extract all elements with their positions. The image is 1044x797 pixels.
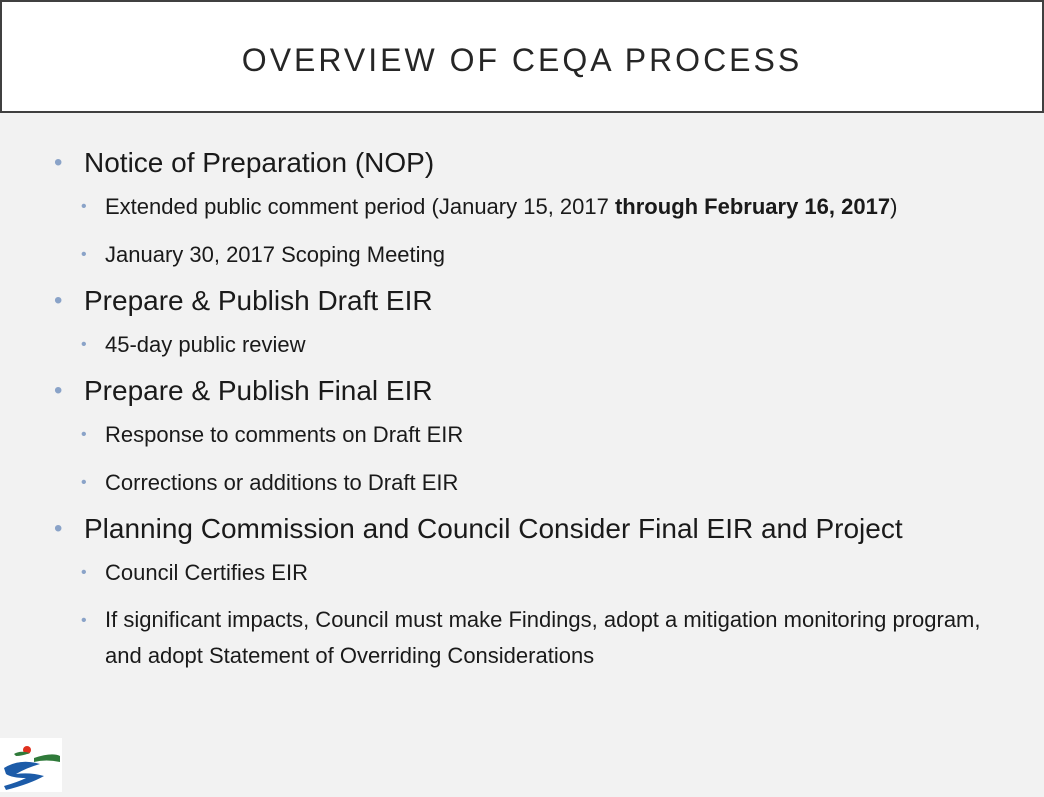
list-item-nop xyxy=(54,146,1014,180)
list-item-label: Planning Commission and Council Consider Final EIR and Project xyxy=(84,513,903,544)
bullet-icon: • xyxy=(81,612,87,629)
sub-item-bold-label: through February 16, 2017 xyxy=(614,194,891,219)
list-item-label: Prepare & Publish Draft EIR xyxy=(84,285,433,316)
city-logo-icon xyxy=(0,738,62,792)
sub-item-label-end: ) xyxy=(890,194,898,219)
list-item-final-eir xyxy=(54,374,1014,408)
sub-item-response-comments xyxy=(54,416,1014,454)
sub-item-public-review xyxy=(54,326,1014,364)
bullet-icon: • xyxy=(54,377,63,404)
list-item-commission-council xyxy=(54,512,1014,546)
bullet-icon: • xyxy=(81,474,87,491)
bullet-list xyxy=(54,146,1014,684)
sub-item-label: 45-day public review xyxy=(105,332,306,357)
list-item-label: Prepare & Publish Final EIR xyxy=(84,375,433,406)
sub-item-label: Council Certifies EIR xyxy=(105,560,308,585)
title-banner xyxy=(0,0,1044,113)
bullet-icon: • xyxy=(81,426,87,443)
bullet-icon: • xyxy=(54,149,63,176)
sub-item-significant-impacts xyxy=(54,602,1014,674)
sub-item-scoping-meeting xyxy=(54,236,1014,274)
sub-item-label: Response to comments on Draft EIR xyxy=(105,422,464,447)
sub-item-corrections xyxy=(54,464,1014,502)
sub-item-council-certifies xyxy=(54,554,1014,592)
slide-title: OVERVIEW OF CEQA PROCESS xyxy=(241,42,803,78)
sub-item-comment-period xyxy=(54,188,1014,226)
list-item-draft-eir xyxy=(54,284,1014,318)
sub-item-label: January 30, 2017 Scoping Meeting xyxy=(105,242,446,267)
bullet-icon: • xyxy=(81,336,87,353)
sub-item-label: Extended public comment period (January 15, 2017 xyxy=(105,194,615,219)
sub-item-label: Corrections or additions to Draft EIR xyxy=(105,470,459,495)
bullet-icon: • xyxy=(81,246,87,263)
bullet-icon: • xyxy=(54,287,63,314)
sub-item-label: If significant impacts, Council must make Findings, adopt a mitigation monitoring program, and adopt Statement of Overriding Considerations xyxy=(105,607,981,668)
bullet-icon: • xyxy=(54,515,63,542)
list-item-label: Notice of Preparation (NOP) xyxy=(84,147,435,178)
bullet-icon: • xyxy=(81,198,87,215)
bullet-icon: • xyxy=(81,564,87,581)
